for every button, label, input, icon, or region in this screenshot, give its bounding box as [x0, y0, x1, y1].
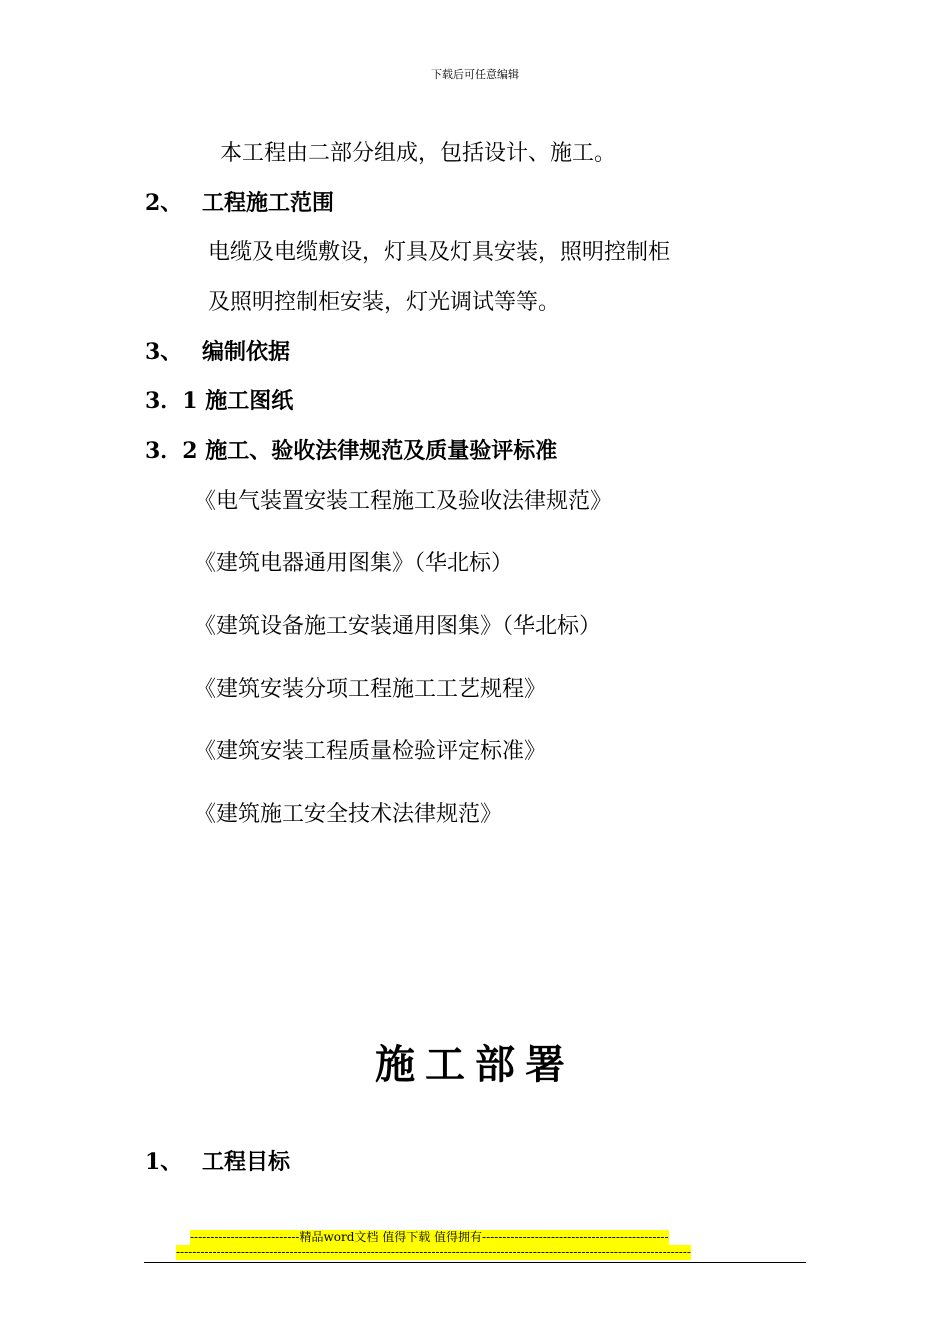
intro-paragraph: 本工程由二部分组成，包括设计、施工。: [220, 141, 617, 166]
footer-banner: ---------------------------精品word文档 值得下载 值得拥有----------------------------------------------: [190, 1230, 669, 1244]
section-3-title: 编制依据: [202, 339, 291, 365]
scope-line-1: 电缆及电缆敷设，灯具及灯具安装，照明控制柜: [208, 240, 671, 265]
section-2-number: 2、: [145, 190, 183, 216]
standard-item: 《建筑设备施工安装通用图集》（华北标）: [194, 614, 602, 639]
section-1-title: 工程目标: [202, 1149, 291, 1175]
standard-item: 《电气装置安装工程施工及验收法律规范》: [194, 489, 613, 514]
section-3-1-heading: 3．1 施工图纸: [145, 388, 294, 414]
chapter-title: 施工部署: [375, 1041, 575, 1088]
section-3-number: 3、: [145, 339, 183, 365]
page-header: 下载后可任意编辑: [431, 68, 519, 81]
scope-line-2: 及照明控制柜安装，灯光调试等等。: [208, 290, 561, 315]
section-3-2-heading: 3．2 施工、验收法律规范及质量验评标准: [145, 438, 558, 464]
section-2-heading: [145, 186, 334, 217]
footer-dashes: -------------------------------------------------------------------------------------------------------------------------------: [176, 1245, 691, 1259]
section-1-heading: [145, 1145, 290, 1176]
section-1-number: 1、: [145, 1149, 183, 1175]
standard-item: 《建筑施工安全技术法律规范》: [194, 802, 503, 827]
standard-item: 《建筑安装工程质量检验评定标准》: [194, 739, 547, 764]
section-3-heading: [145, 335, 290, 366]
standard-item: 《建筑安装分项工程施工工艺规程》: [194, 677, 547, 702]
footer-rule: [144, 1262, 806, 1263]
standard-item: 《建筑电器通用图集》（华北标）: [194, 551, 514, 576]
section-2-title: 工程施工范围: [202, 190, 335, 216]
